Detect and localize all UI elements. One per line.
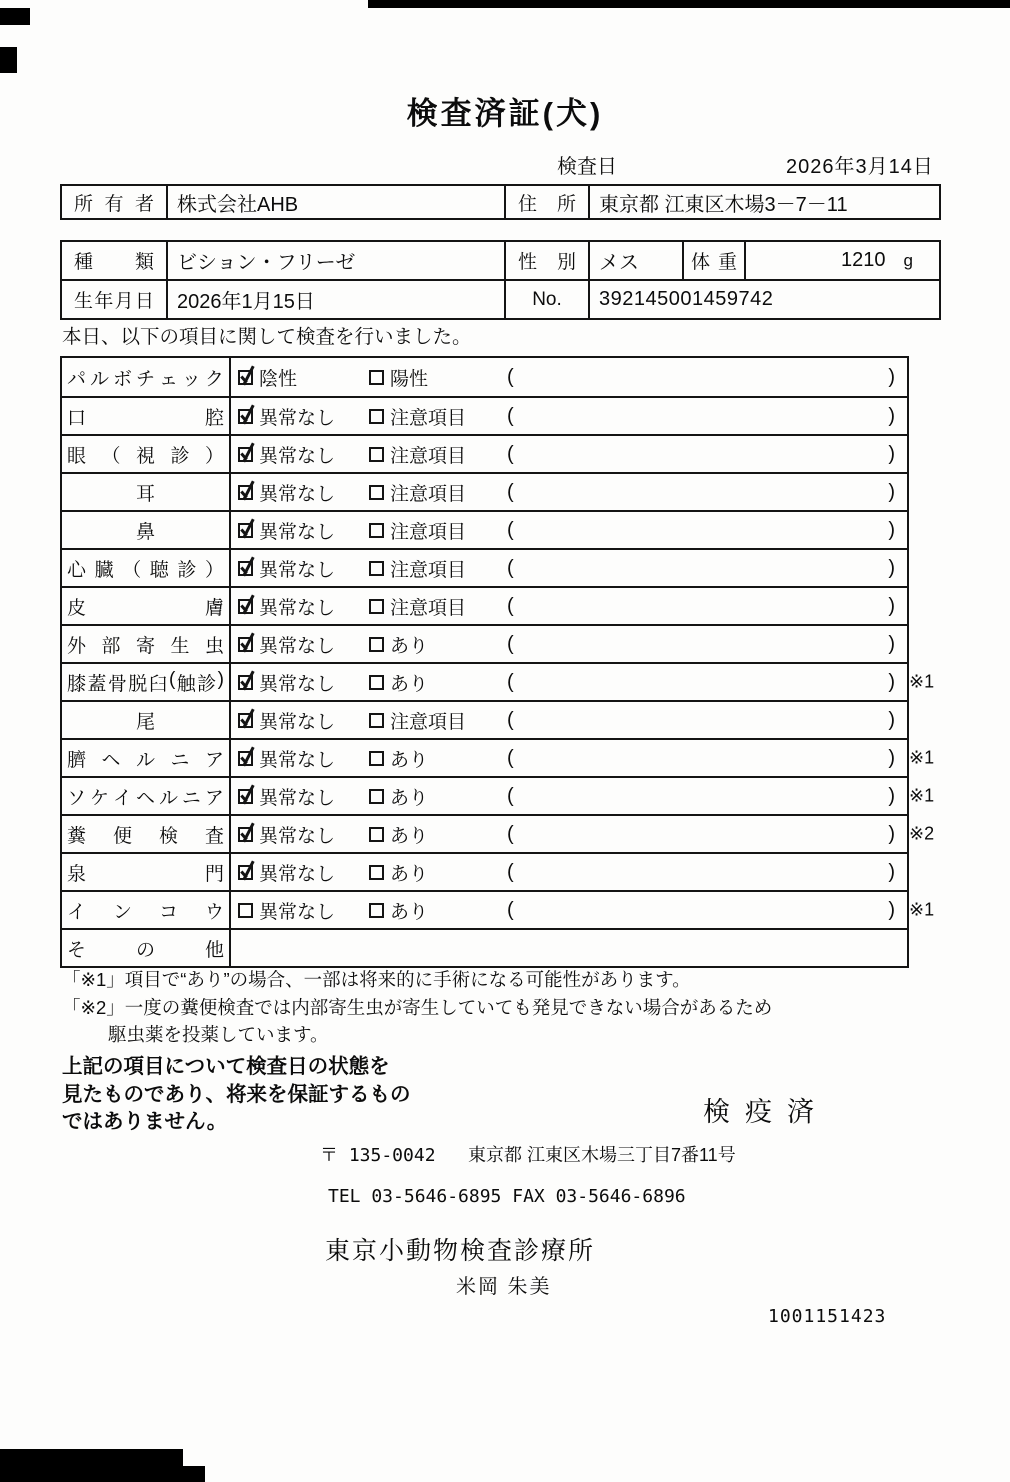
- exam-option-primary: [231, 745, 367, 772]
- option-label: あり: [390, 901, 429, 923]
- exam-item-cell: [62, 778, 231, 814]
- checkbox-icon: [369, 903, 384, 918]
- footnotes: [62, 966, 772, 1049]
- option-label: 異常なし: [259, 825, 336, 847]
- footnote-mark: ※1: [909, 899, 935, 920]
- option-label: あり: [390, 863, 429, 885]
- exam-note-field: [493, 550, 907, 586]
- inspection-date-row: [0, 150, 1010, 178]
- exam-option-primary: [231, 669, 367, 696]
- option-label: 注意項目: [390, 483, 467, 505]
- checkbox-icon: [238, 447, 253, 462]
- exam-item-label: 臍 ヘ ル ニ ア: [67, 749, 224, 771]
- checkbox-icon: [369, 409, 384, 424]
- quarantine-stamp: 検疫済: [703, 1097, 829, 1127]
- checkbox-icon: [369, 865, 384, 880]
- footnote-mark: ※1: [909, 747, 935, 768]
- paren-open: (: [507, 822, 514, 845]
- exam-row: [62, 624, 907, 662]
- birthdate-label-cell: [62, 281, 166, 318]
- paren-close: ): [888, 860, 895, 883]
- exam-option-primary: [231, 403, 367, 430]
- weight-value: 1210: [841, 249, 886, 271]
- exam-note-field: [493, 740, 907, 776]
- scan-artifact: [0, 47, 17, 73]
- scan-artifact: [368, 0, 1010, 8]
- option-label: あり: [390, 635, 429, 657]
- exam-option-secondary: [367, 821, 493, 848]
- checkbox-icon: [369, 713, 384, 728]
- checkbox-icon: [238, 599, 253, 614]
- paren-open: (: [507, 860, 514, 883]
- option-label: 陽性: [390, 368, 429, 390]
- exam-note-field: [493, 474, 907, 510]
- checkbox-icon: [238, 523, 253, 538]
- exam-option-primary: [231, 783, 367, 810]
- exam-note-field: [493, 398, 907, 434]
- weight-unit: g: [903, 250, 913, 270]
- exam-item-cell: [62, 816, 231, 852]
- exam-item-label: ソ ケ イ ヘ ル ニ ア: [67, 787, 224, 809]
- option-label: あり: [390, 673, 429, 695]
- exam-item-cell: [62, 930, 231, 966]
- checkbox-icon: [369, 637, 384, 652]
- option-label: 異常なし: [259, 407, 336, 429]
- footnote-2: 「※2」一度の糞便検査では内部寄生虫が寄生していても発見できない場合があるため: [62, 996, 773, 1018]
- option-label: 異常なし: [259, 749, 336, 771]
- birthdate-label: 生 年 月 日: [74, 291, 154, 312]
- no-label-cell: [504, 281, 588, 318]
- exam-item-cell: [62, 626, 231, 662]
- exam-item-label: 眼 （ 視 診 ）: [67, 445, 224, 467]
- sex-label: 性 別: [518, 252, 576, 273]
- clinic-postal-line: [0, 1141, 1010, 1165]
- option-label: あり: [390, 825, 429, 847]
- exam-option-secondary: [367, 555, 493, 582]
- paren-open: (: [507, 442, 514, 465]
- exam-note-field: [493, 588, 907, 624]
- exam-option-primary: [231, 707, 367, 734]
- sex-value: メス: [599, 252, 639, 274]
- exam-option-secondary: [367, 745, 493, 772]
- weight-label-cell: [682, 242, 744, 279]
- paren-open: (: [507, 594, 514, 617]
- paren-open: (: [507, 632, 514, 655]
- exam-note-field: [493, 512, 907, 548]
- exam-option-secondary: [367, 517, 493, 544]
- exam-note-field: [493, 854, 907, 890]
- disclaimer-line-3: ではありません。: [62, 1110, 228, 1133]
- option-label: 異常なし: [259, 901, 336, 923]
- disclaimer: [62, 1053, 411, 1136]
- option-label: 注意項目: [390, 521, 467, 543]
- option-label: 異常なし: [259, 559, 336, 581]
- disclaimer-line-1: 上記の項目について検査日の状態を: [62, 1055, 390, 1078]
- checkbox-icon: [238, 789, 253, 804]
- exam-item-label: 心 臓 （ 聴 診 ）: [67, 559, 224, 581]
- exam-row: [62, 890, 935, 928]
- exam-row: [62, 738, 935, 776]
- footnote-mark: ※1: [909, 785, 935, 806]
- owner-name: 株式会社AHB: [177, 193, 299, 216]
- sex-value-cell: [588, 242, 682, 279]
- paren-open: (: [507, 365, 514, 388]
- clinic-name: 東京小動物検査診療所: [325, 1237, 596, 1265]
- owner-address-cell: [588, 186, 939, 218]
- exam-row: [62, 358, 907, 396]
- exam-note-field: [493, 816, 907, 852]
- exam-row: [62, 434, 907, 472]
- document-title: 検査済証(犬): [406, 96, 604, 131]
- exam-item-cell: [62, 854, 231, 890]
- option-label: 異常なし: [259, 521, 336, 543]
- exam-note-field: [493, 664, 907, 700]
- option-label: 注意項目: [390, 597, 467, 619]
- exam-item-cell: [62, 664, 231, 700]
- paren-close: ): [888, 442, 895, 465]
- exam-item-label: 外 部 寄 生 虫: [67, 635, 224, 657]
- paren-close: ): [888, 708, 895, 731]
- paren-open: (: [507, 480, 514, 503]
- exam-option-primary: [231, 631, 367, 658]
- inspection-date-label: 検査日: [557, 156, 617, 178]
- exam-item-label: 尾: [135, 711, 155, 733]
- option-label: 異常なし: [259, 863, 336, 885]
- exam-note-field: [493, 626, 907, 662]
- paren-open: (: [507, 708, 514, 731]
- checkbox-icon: [238, 370, 253, 385]
- exam-option-secondary: [367, 859, 493, 886]
- paren-open: (: [507, 670, 514, 693]
- exam-item-label: 糞 便 検 査: [67, 825, 224, 847]
- exam-option-secondary: [367, 669, 493, 696]
- paren-open: (: [507, 784, 514, 807]
- weight-value-cell: [744, 242, 939, 279]
- exam-item-label: そ の 他: [67, 939, 224, 961]
- intro-text: 本日、以下の項目に関して検査を行いました。: [62, 326, 472, 348]
- exam-item-label: 鼻: [135, 521, 155, 543]
- exam-option-primary: [231, 517, 367, 544]
- exam-option-primary: [231, 859, 367, 886]
- paren-close: ): [888, 670, 895, 693]
- serial-number: 1001151423: [768, 1306, 887, 1327]
- owner-name-cell: [166, 186, 504, 218]
- footnote-mark: ※1: [909, 671, 935, 692]
- checkbox-icon: [369, 523, 384, 538]
- owner-row: [62, 186, 939, 218]
- exam-item-cell: [62, 474, 231, 510]
- exam-row: [62, 586, 907, 624]
- exam-row: [62, 814, 935, 852]
- owner-table: [60, 184, 941, 220]
- breed-value-cell: [166, 242, 504, 279]
- checkbox-icon: [369, 599, 384, 614]
- option-label: 注意項目: [390, 407, 467, 429]
- exam-option-secondary: [367, 593, 493, 620]
- option-label: 陰性: [259, 368, 298, 390]
- paren-open: (: [507, 746, 514, 769]
- clinic-postal-code: 〒 135-0042: [320, 1145, 436, 1166]
- birthdate-value-cell: [166, 281, 504, 318]
- option-label: 注意項目: [390, 445, 467, 467]
- checkbox-icon: [238, 561, 253, 576]
- owner-address-label-cell: [504, 186, 588, 218]
- checkbox-icon: [238, 903, 253, 918]
- option-label: 異常なし: [259, 445, 336, 467]
- paren-close: ): [888, 632, 895, 655]
- exam-table: [60, 356, 935, 968]
- exam-option-secondary: [367, 897, 493, 924]
- option-label: 異常なし: [259, 787, 336, 809]
- paren-close: ): [888, 518, 895, 541]
- option-label: 異常なし: [259, 483, 336, 505]
- paren-open: (: [507, 518, 514, 541]
- checkbox-icon: [238, 637, 253, 652]
- option-label: 異常なし: [259, 711, 336, 733]
- clinic-person-name: 米岡 朱美: [456, 1276, 552, 1298]
- disclaimer-line-2: 見たものであり、将来を保証するもの: [62, 1082, 411, 1106]
- exam-item-label: 泉 門: [67, 863, 224, 885]
- checkbox-icon: [369, 751, 384, 766]
- checkbox-icon: [369, 561, 384, 576]
- paren-close: ): [888, 404, 895, 427]
- no-value-cell: [588, 281, 939, 318]
- paren-close: ): [888, 784, 895, 807]
- exam-row: [62, 510, 907, 548]
- checkbox-icon: [369, 370, 384, 385]
- exam-item-cell: [62, 892, 231, 928]
- option-label: 注意項目: [390, 559, 467, 581]
- exam-item-label: 膝 蓋 骨 脱 臼 ( 触 診 ): [67, 668, 224, 695]
- exam-item-label: パ ル ボ チ ェ ッ ク: [67, 368, 224, 390]
- paren-close: ): [888, 365, 895, 388]
- exam-option-secondary: [367, 783, 493, 810]
- checkbox-icon: [369, 447, 384, 462]
- exam-item-cell: [62, 398, 231, 434]
- pet-row-birthdate: [62, 279, 939, 318]
- exam-item-cell: [62, 740, 231, 776]
- option-label: 異常なし: [259, 635, 336, 657]
- clinic-address: 東京都 江東区木場三丁目7番11号: [468, 1145, 736, 1165]
- exam-item-cell: [62, 588, 231, 624]
- exam-option-secondary: [367, 479, 493, 506]
- option-label: あり: [390, 787, 429, 809]
- exam-item-label: 口 腔: [67, 407, 224, 429]
- checkbox-icon: [238, 827, 253, 842]
- exam-option-primary: [231, 897, 367, 924]
- exam-note-field: [493, 358, 907, 396]
- paren-open: (: [507, 898, 514, 921]
- sex-label-cell: [504, 242, 588, 279]
- pet-row-breed: [62, 242, 939, 279]
- exam-option-primary: [231, 821, 367, 848]
- paren-close: ): [888, 822, 895, 845]
- exam-item-cell: [62, 358, 231, 396]
- breed-label: 種 類: [74, 252, 154, 273]
- exam-note-field: [493, 702, 907, 738]
- exam-option-primary: [231, 479, 367, 506]
- checkbox-icon: [238, 865, 253, 880]
- exam-option-secondary: [367, 707, 493, 734]
- exam-item-label: 皮 膚: [67, 597, 224, 619]
- exam-row: [62, 662, 935, 700]
- owner-address-label: 住 所: [518, 193, 576, 215]
- breed-label-cell: [62, 242, 166, 279]
- option-label: 異常なし: [259, 597, 336, 619]
- checkbox-icon: [369, 485, 384, 500]
- owner-label: 所 有 者: [74, 193, 154, 215]
- exam-row: [62, 776, 935, 814]
- paren-close: ): [888, 556, 895, 579]
- exam-option-secondary: [367, 631, 493, 658]
- exam-row: [62, 700, 907, 738]
- paren-open: (: [507, 556, 514, 579]
- exam-note-field: [493, 892, 907, 928]
- exam-item-cell: [62, 550, 231, 586]
- exam-note-field: [493, 436, 907, 472]
- checkbox-icon: [238, 751, 253, 766]
- exam-option-secondary: [367, 403, 493, 430]
- no-label: No.: [532, 288, 562, 310]
- paren-close: ): [888, 480, 895, 503]
- exam-option-primary: [231, 364, 367, 391]
- exam-option-primary: [231, 441, 367, 468]
- breed-value: ビション・フリーゼ: [177, 252, 356, 274]
- scan-artifact: [0, 8, 30, 25]
- exam-row: [62, 852, 907, 890]
- exam-row: [62, 472, 907, 510]
- checkbox-icon: [369, 675, 384, 690]
- exam-note-field: [231, 930, 907, 966]
- paren-close: ): [888, 594, 895, 617]
- footnote-1: 「※1」項目で“あり”の場合、一部は将来的に手術になる可能性があります。: [62, 969, 691, 990]
- exam-item-label: イ ン コ ウ: [67, 901, 224, 923]
- footnote-2-continued: 駆虫薬を投薬しています。: [108, 1024, 329, 1045]
- exam-row: [62, 928, 907, 966]
- checkbox-icon: [369, 827, 384, 842]
- exam-item-cell: [62, 512, 231, 548]
- exam-note-field: [493, 778, 907, 814]
- exam-item-label: 耳: [135, 483, 155, 505]
- no-value: 392145001459742: [599, 288, 774, 310]
- exam-item-cell: [62, 702, 231, 738]
- paren-close: ): [888, 898, 895, 921]
- exam-option-primary: [231, 593, 367, 620]
- checkbox-icon: [238, 409, 253, 424]
- clinic-tel-fax: TEL 03-5646-6895 FAX 03-5646-6896: [328, 1186, 686, 1207]
- birthdate-value: 2026年1月15日: [177, 291, 315, 313]
- owner-address: 東京都 江東区木場3－7－11: [599, 193, 848, 216]
- checkbox-icon: [238, 713, 253, 728]
- exam-option-secondary: [367, 364, 493, 391]
- exam-row: [62, 396, 907, 434]
- pet-table: [60, 240, 941, 320]
- checkbox-icon: [369, 789, 384, 804]
- owner-label-cell: [62, 186, 166, 218]
- option-label: あり: [390, 749, 429, 771]
- checkbox-icon: [238, 675, 253, 690]
- exam-option-primary: [231, 555, 367, 582]
- exam-item-cell: [62, 436, 231, 472]
- inspection-date-value: 2026年3月14日: [786, 156, 934, 178]
- exam-row: [62, 548, 907, 586]
- option-label: 異常なし: [259, 673, 336, 695]
- option-label: 注意項目: [390, 711, 467, 733]
- checkbox-icon: [238, 485, 253, 500]
- weight-label: 体 重: [691, 252, 737, 273]
- exam-option-secondary: [367, 441, 493, 468]
- paren-close: ): [888, 746, 895, 769]
- paren-open: (: [507, 404, 514, 427]
- footnote-mark: ※2: [909, 823, 935, 844]
- scan-artifact: [0, 1466, 205, 1482]
